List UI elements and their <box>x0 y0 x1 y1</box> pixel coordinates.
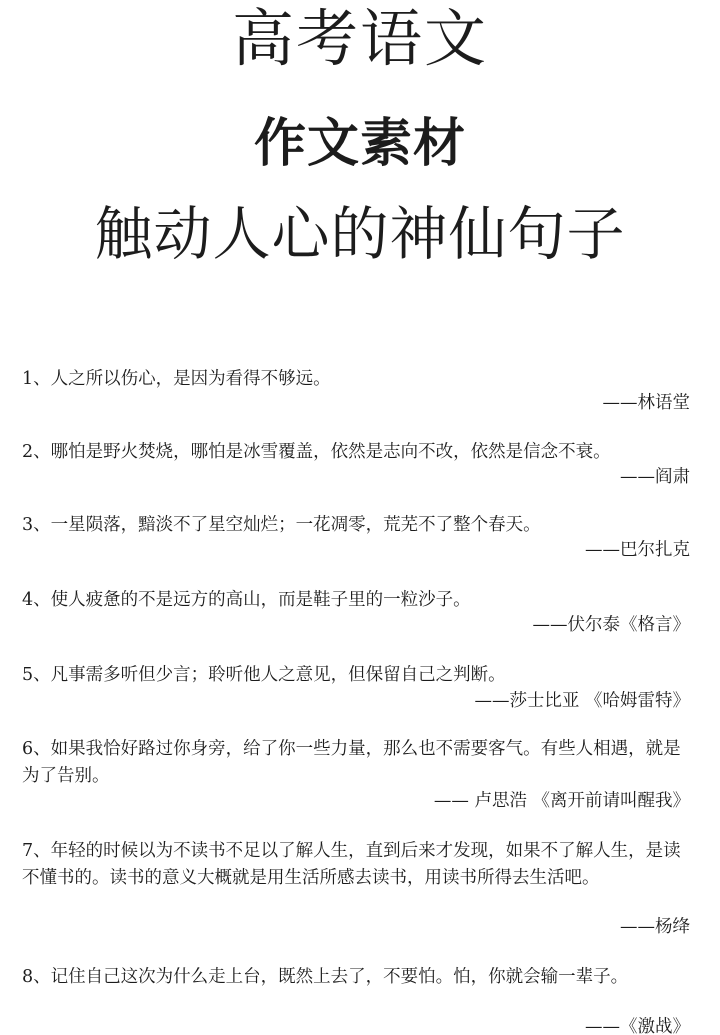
quote-text-1: 1、人之所以伤心，是因为看得不够远。 <box>22 369 331 389</box>
quote-text-7: 7、年轻的时候以为不读书不足以了解人生，直到后来才发现，如果不了解人生，是读不懂书的。读书的意义大概就是用生活所感去读书，用读书所得去生活吧。 <box>22 841 681 888</box>
quote-text-2: 2、哪怕是野火焚烧，哪怕是冰雪覆盖，依然是志向不改，依然是信念不衰。 <box>22 442 611 462</box>
quote-author-8: ——《激战》 <box>585 1017 690 1035</box>
quote-author-2: ——阎肃 <box>620 467 690 487</box>
title-line-category: 作文素材 <box>253 114 466 174</box>
quote-text-3: 3、一星陨落，黯淡不了星空灿烂；一花凋零，荒芜不了整个春天。 <box>22 515 541 535</box>
quote-author-3: ——巴尔扎克 <box>585 540 690 560</box>
quote-author-5: ——莎士比亚 《哈姆雷特》 <box>474 691 690 711</box>
quote-author-6: —— 卢思浩 《离开前请叫醒我》 <box>433 791 690 811</box>
quote-text-8: 8、记住自己这次为什么走上台，既然上去了，不要怕。怕，你就会输一辈子。 <box>22 967 629 987</box>
quote-author-7: ——杨绛 <box>620 917 690 937</box>
quote-text-5: 5、凡事需多听但少言；聆听他人之意见，但保留自己之判断。 <box>22 665 506 685</box>
title-line-topic: 触动人心的神仙句子 <box>94 200 626 268</box>
title-line-subject: 高考语文 <box>231 2 488 75</box>
quote-text-4: 4、使人疲惫的不是远方的高山，而是鞋子里的一粒沙子。 <box>22 590 471 610</box>
quote-text-6: 6、如果我恰好路过你身旁，给了你一些力量，那么也不需要客气。有些人相遇，就是为了告别。 <box>22 739 681 786</box>
quote-author-4: ——伏尔泰《格言》 <box>532 615 690 635</box>
quote-author-1: ——林语堂 <box>602 393 690 413</box>
